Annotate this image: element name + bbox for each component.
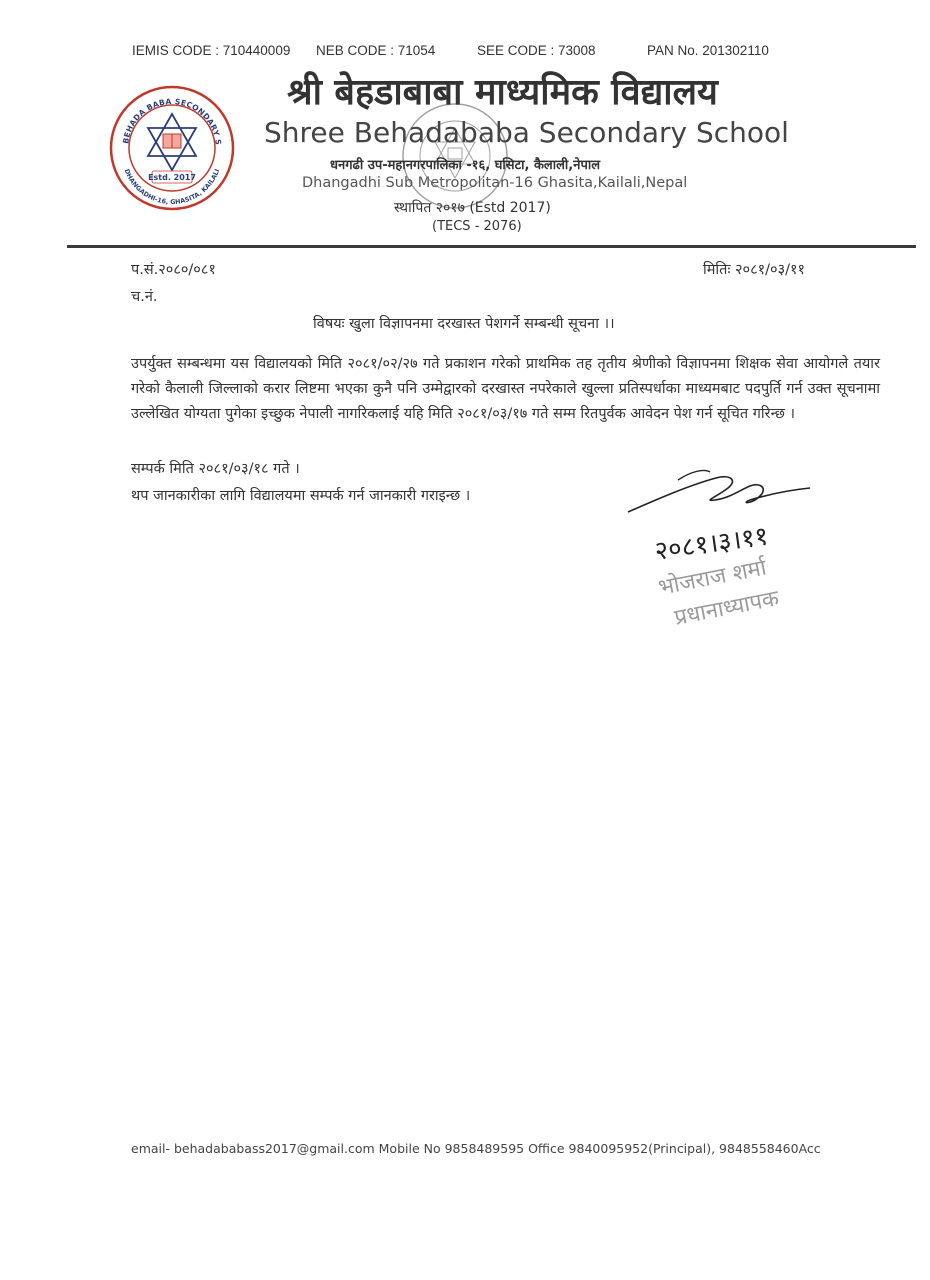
established-year: स्थापित २०१७ (Estd 2017) [394, 200, 551, 216]
iemis-code: IEMIS CODE : 710440009 [132, 43, 291, 58]
book-star-icon [108, 84, 236, 212]
address-nepali: धनगढी उप-महानगरपालिका -१६, घसिटा, कैलाली,नेपाल [330, 158, 601, 173]
footer-contact: email- behadababass2017@gmail.com Mobile No 9858489595 Office 9840095952(Principal), 9848558460Acc [131, 1141, 821, 1156]
principal-name: भोजराज शर्मा [656, 555, 769, 601]
school-seal [108, 84, 236, 212]
neb-code: NEB CODE : 71054 [316, 43, 436, 58]
closing-line: थप जानकारीका लागि विद्यालयमा सम्पर्क गर्न जानकारी गराइन्छ । [131, 488, 471, 504]
signature-block [620, 460, 850, 635]
notice-paragraph: उपर्युक्त सम्बन्धमा यस विद्यालयको मिति २०८१/०२/२७ गते प्रकाशन गरेको प्राथमिक तह तृतीय श्रेणीको विज्ञापनमा शिक्षक सेवा आयोगले तयार गरेको कैलाली जिल्लाको करार लिष्टमा भएका कुनै पनि उम्मेद्वारको दरखास्त नपरेकाले खुल्ला प्रतिस्पर्धाका माध्यमबाट पदपुर्ति गर्न उक्त सूचनामा उल्लेखित योग्यता पुगेका इच्छुक नेपाली नागरिकलाई यहि मिति २०८१/०३/१७ गते सम्म रितपुर्वक आवेदन पेश गर्न सूचित गरिन्छ । [131, 356, 880, 422]
school-name-nepali: श्री बेहडाबाबा माध्यमिक विद्यालय [287, 72, 718, 113]
seal-ring-bottom-text: DHANGADHI-16, GHASITA, KAILALI [122, 167, 222, 207]
letter-date: मितिः २०८१/०३/११ [703, 262, 806, 278]
see-code: SEE CODE : 73008 [477, 43, 596, 58]
header-divider [67, 245, 916, 248]
address-english: Dhangadhi Sub Metropolitan-16 Ghasita,Kailali,Nepal [302, 175, 688, 191]
pan-number: PAN No. 201302110 [647, 43, 769, 58]
letter-subject: विषयः खुला विज्ञापनमा दरखास्त पेशगर्ने सम्बन्धी सूचना ।। [313, 316, 615, 332]
signature-icon [620, 460, 850, 635]
tecs-code: (TECS - 2076) [432, 219, 522, 234]
signature-date: २०८१।३।११ [652, 521, 771, 567]
seal-estd-text: Estd. 2017 [148, 173, 196, 182]
dispatch-number: च.नं. [131, 289, 158, 305]
reference-number: प.सं.२०८०/०८१ [131, 262, 216, 278]
seal-ring-top-text: BEHADA BABA SECONDARY S [121, 96, 223, 146]
contact-date: सम्पर्क मिति २०८१/०३/१८ गते । [131, 461, 300, 477]
school-name-english: Shree Behadababa Secondary School [264, 116, 789, 149]
principal-designation: प्रधानाध्यापक [672, 586, 781, 631]
